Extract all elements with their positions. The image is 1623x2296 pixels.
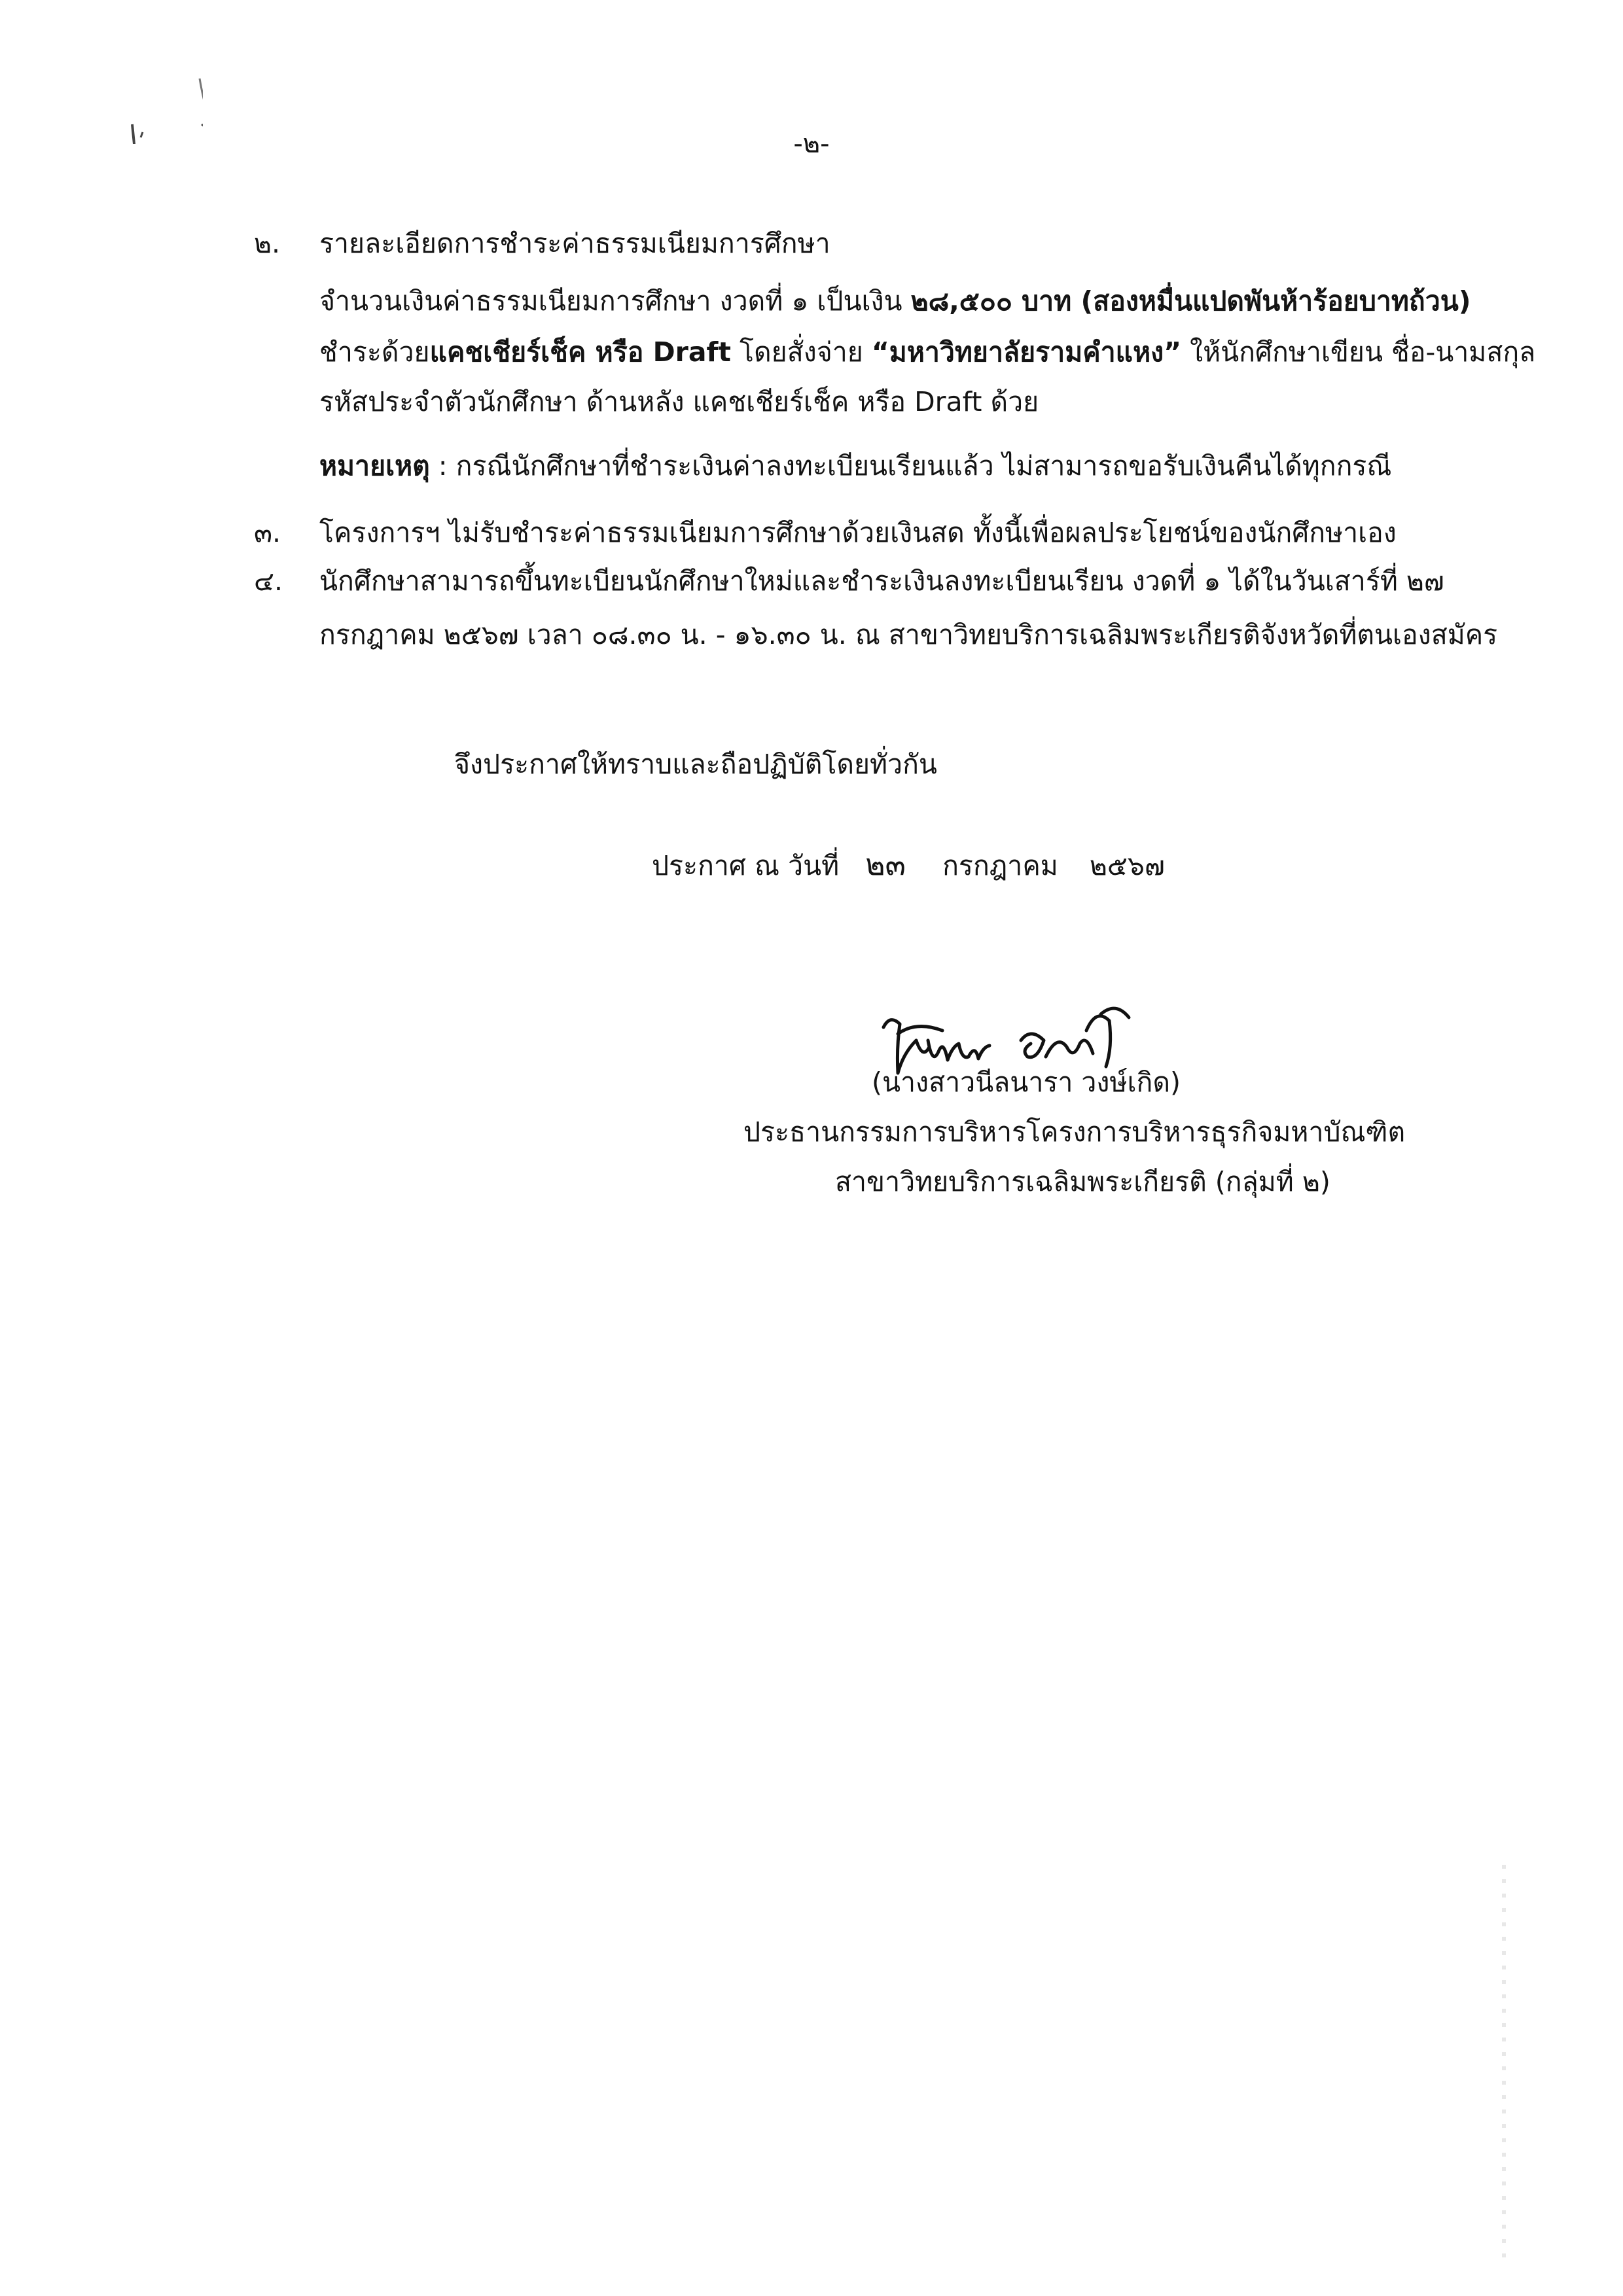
signatory-title-2: สาขาวิทยบริการเฉลิมพระเกียรติ (กลุ่มที่ ๒): [835, 1166, 1330, 1197]
item-3-text: โครงการฯ ไม่รับชำระค่าธรรมเนียมการศึกษาด้วยเงินสด ทั้งนี้เพื่อผลประโยชน์ของนักศึกษาเอง: [319, 517, 1397, 548]
announcement-date: [652, 847, 1165, 883]
payee-name: “มหาวิทยาลัยรามคำแหง”: [871, 336, 1182, 368]
item-2-heading: รายละเอียดการชำระค่าธรรมเนียมการศึกษา: [319, 228, 830, 259]
scan-edge-artifact: [1502, 1865, 1506, 2257]
announce-prefix: ประกาศ ณ วันที่: [652, 850, 840, 881]
payment-text-2: โดยสั่งจ่าย: [731, 336, 872, 368]
item-2-fee-line: [319, 285, 1471, 317]
item-2-student-id-line: รหัสประจำตัวนักศึกษา ด้านหลัง แคชเชียร์เช็ค หรือ Draft ด้วย: [319, 386, 1039, 417]
closing-statement: จึงประกาศให้ทราบและถือปฏิบัติโดยทั่วกัน: [454, 749, 937, 780]
item-2-number: ๒.: [254, 228, 281, 259]
payment-method: แคชเชียร์เช็ค หรือ Draft: [429, 336, 731, 368]
announce-day: ๒๓: [865, 847, 906, 882]
item-4-number: ๔.: [254, 565, 283, 597]
fee-text: จำนวนเงินค่าธรรมเนียมการศึกษา งวดที่ ๑ เป็นเงิน: [319, 285, 911, 317]
note-text: กรณีนักศึกษาที่ชำระเงินค่าลงทะเบียนเรียนแล้ว ไม่สามารถขอรับเงินคืนได้ทุกกรณี: [455, 450, 1392, 482]
item-4-line-1: นักศึกษาสามารถขึ้นทะเบียนนักศึกษาใหม่และชำระเงินลงทะเบียนเรียน งวดที่ ๑ ได้ในวันเสาร์ที่ ๒๗: [319, 565, 1444, 597]
signatory-name: (นางสาวนีลนารา วงษ์เกิด): [872, 1067, 1181, 1098]
note-label: หมายเหตุ: [319, 450, 430, 482]
signatory-title-1: ประธานกรรมการบริหารโครงการบริหารธุรกิจมหาบัณฑิต: [743, 1116, 1406, 1148]
page-number: -๒-: [793, 129, 830, 159]
item-3-number: ๓.: [254, 517, 281, 548]
item-2-payment-line: [319, 336, 1535, 368]
fee-amount: ๒๘,๕๐๐ บาท (สองหมื่นแปดพันห้าร้อยบาทถ้วน): [910, 285, 1471, 317]
payment-text-3: ให้นักศึกษาเขียน ชื่อ-นามสกุล: [1181, 336, 1536, 368]
payment-text-1: ชำระด้วย: [319, 336, 430, 368]
announce-month: กรกฎาคม: [942, 850, 1058, 881]
note-separator: :: [429, 450, 456, 482]
item-2-note: [319, 450, 1391, 482]
item-4-line-2: กรกฎาคม ๒๕๖๗ เวลา ๐๘.๓๐ น. - ๑๖.๓๐ น. ณ สาขาวิทยบริการเฉลิมพระเกียรติจังหวัดที่ตนเองสมัคร: [319, 619, 1498, 650]
announce-year: ๒๕๖๗: [1089, 850, 1165, 881]
scan-mark-icon: [59, 26, 203, 144]
